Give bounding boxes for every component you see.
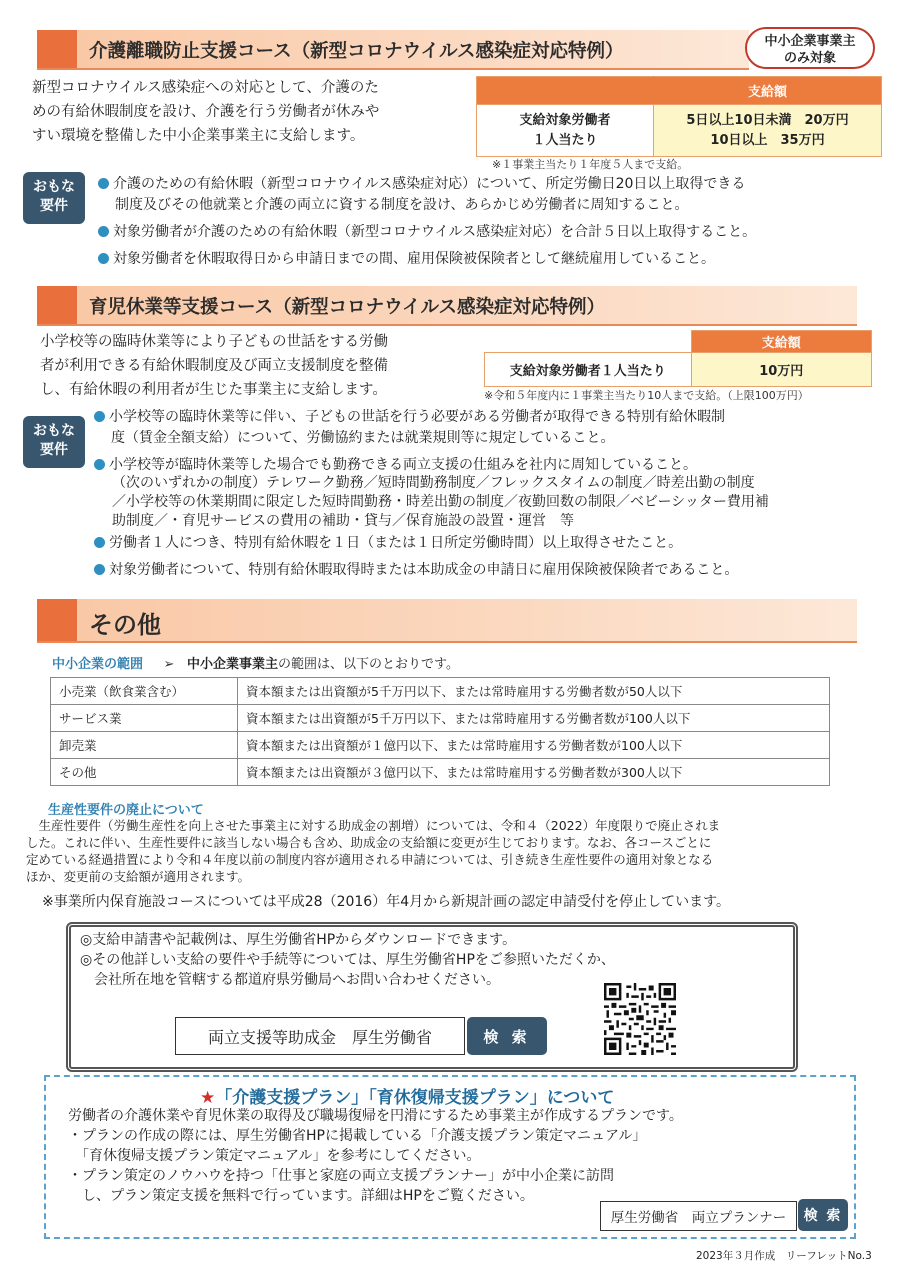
amount-line: 5日以上10日未満 20万円 — [686, 112, 849, 128]
requirement-cont: 制度及びその他就業と介護の両立に資する制度を設け、あらかじめ労働者に周知すること。 — [115, 197, 689, 213]
star-icon: ★ — [200, 1088, 216, 1108]
ikuji-note: ※令和５年度内に１事業主当たり10人まで支給。（上限100万円） — [484, 389, 809, 402]
lead-line: めの有給休暇制度を設け、介護を行う労働者が休みや — [32, 104, 380, 120]
search-button[interactable]: 検 索 — [467, 1017, 547, 1055]
req-text: 小学校等の臨時休業等に伴い、子どもの世話を行う必要がある労働者が取得できる特別有給休暇制 — [109, 409, 725, 425]
productivity-heading: 生産性要件の廃止について — [48, 803, 204, 818]
ikuji-amount-table — [484, 330, 872, 387]
target-badge-line1: 中小企業事業主 — [764, 34, 856, 49]
other-title: その他 — [89, 611, 161, 639]
kaigo-note: ※１事業主当たり１年度５人まで支給。 — [492, 158, 689, 171]
bullet-icon — [98, 253, 109, 264]
row-label-line: 支給対象労働者 — [519, 112, 611, 128]
req-text: 介護のための有給休暇（新型コロナウイルス感染症対応）について、所定労働日20日以上取得できる — [113, 176, 746, 192]
target-worker-cell — [477, 105, 654, 157]
ikuji-sub-list — [112, 474, 902, 531]
scope-bold: 中小企業事業主 — [186, 657, 278, 672]
plan-title-text: 「介護支援プラン」「育休復帰支援プラン」について — [215, 1088, 615, 1108]
footer-text: 2023年３月作成 リーフレットNo.3 — [696, 1250, 872, 1262]
criteria-cell: 資本額または出資額が３億円以下、または常時雇用する労働者数が300人以下 — [238, 759, 830, 786]
scope-label: 中小企業の範囲 — [52, 657, 144, 672]
target-worker-cell: 支給対象労働者１人当たり — [485, 353, 692, 387]
ikuji-requirements — [94, 407, 894, 476]
plan-title — [200, 1083, 614, 1108]
ikuji-lead — [40, 330, 480, 402]
bullet-icon — [94, 537, 105, 548]
badge-line: おもな — [33, 423, 75, 439]
lead-line: し、有給休暇の利用者が生じた事業主に支給します。 — [40, 382, 387, 398]
nursery-note: ※事業所内保育施設コースについては平成28（2016）年4月から新規計画の認定申請受付を停止しています。 — [42, 894, 730, 910]
paragraph-line: 定めている経過措置により令和４年度以前の制度内容が適用される申請については、引き続き生産性要件の適用対象となる — [26, 852, 714, 867]
title-tab-accent — [37, 286, 77, 324]
req-text: 対象労働者が介護のための有給休暇（新型コロナウイルス感染症対応）を合計５日以上取得すること。 — [113, 224, 757, 240]
badge-line: 要件 — [40, 198, 68, 214]
table-row — [51, 705, 830, 732]
plan-line: ・プランの作成の際には、厚生労働省HPに掲載している「介護支援プラン策定マニュアル」 — [68, 1128, 647, 1144]
info-text — [80, 930, 615, 990]
industry-cell: 卸売業 — [51, 732, 238, 759]
paragraph-line: 生産性要件（労働生産性を向上させた事業主に対する助成金の割増）については、令和４（2022）年度限りで廃止されま — [26, 818, 721, 833]
kaigo-requirements — [98, 174, 898, 270]
requirement-item — [98, 174, 898, 195]
bullet-icon — [94, 411, 105, 422]
kaigo-title: 介護離職防止支援コース（新型コロナウイルス感染症対応特例） — [89, 41, 624, 62]
requirement-item — [98, 222, 898, 243]
kaigo-lead — [32, 76, 472, 148]
requirement-item — [94, 533, 894, 554]
ikuji-title-bar — [37, 286, 857, 326]
title-tab-accent — [37, 599, 77, 641]
blank-header-cell — [477, 77, 654, 105]
productivity-paragraph — [26, 817, 886, 885]
industry-cell: 小売業（飲食業含む） — [51, 678, 238, 705]
plan-line: 労働者の介護休業や育児休業の取得及び職場復帰を円滑にするため事業主が作成するプランです。 — [68, 1108, 683, 1124]
requirement-cont: 度（賃金全額支給）について、労働協約または就業規則等に規定していること。 — [111, 430, 615, 446]
req-text: 小学校等が臨時休業等した場合でも勤務できる両立支援の仕組みを社内に周知していること。 — [109, 457, 697, 473]
arrow-icon: ➢ — [163, 657, 175, 672]
bullet-icon — [94, 459, 105, 470]
scope-rest: の範囲は、以下のとおりです。 — [278, 657, 459, 672]
kaigo-amount-table — [476, 76, 882, 157]
sub-line: （次のいずれかの制度）テレワーク勤務／短時間勤務制度／フレックスタイムの制度／時差出勤の制度 — [112, 475, 755, 491]
table-row — [51, 759, 830, 786]
target-badge — [745, 27, 875, 69]
bullet-icon — [98, 178, 109, 189]
requirement-item — [94, 455, 894, 476]
plan-line: ・プラン策定のノウハウを持つ「仕事と家庭の両立支援プランナー」が中小企業に訪問 — [68, 1168, 614, 1184]
other-title-bar — [37, 599, 857, 643]
badge-line: おもな — [33, 179, 75, 195]
search-box-planner[interactable]: 厚生労働省 両立プランナー — [600, 1201, 797, 1231]
req-text: 労働者１人につき、特別有給休暇を１日（または１日所定労働時間）以上取得させたこと。 — [109, 535, 683, 551]
amount-cell: 10万円 — [691, 353, 872, 387]
lead-line: 新型コロナウイルス感染症への対応として、介護のた — [32, 80, 379, 96]
table-row — [51, 678, 830, 705]
table-row — [51, 732, 830, 759]
plan-text — [68, 1106, 683, 1206]
amount-header: 支給額 — [691, 331, 872, 353]
amount-line: 10日以上 35万円 — [710, 132, 825, 148]
criteria-cell: 資本額または出資額が１億円以下、または常時雇用する労働者数が100人以下 — [238, 732, 830, 759]
sub-line: ／小学校等の休業期間に限定した短時間勤務・時差出勤の制度／夜勤回数の制限／ベビーシッター費用補 — [112, 494, 769, 510]
bullet-icon — [98, 226, 109, 237]
sme-scope-table — [50, 677, 830, 786]
plan-line: し、プラン策定支援を無料で行っています。詳細はHPをご覧ください。 — [68, 1188, 534, 1204]
kaigo-requirements-badge — [23, 172, 85, 224]
paragraph-line: ほか、変更前の支給額が適用されます。 — [26, 869, 251, 884]
kaigo-title-bar — [37, 30, 749, 70]
criteria-cell: 資本額または出資額が5千万円以下、または常時雇用する労働者数が50人以下 — [238, 678, 830, 705]
req-text: 対象労働者について、特別有給休暇取得時または本助成金の申請日に雇用保険被保険者であること。 — [109, 562, 739, 578]
search-box-subsidy[interactable]: 両立支援等助成金 厚生労働省 — [175, 1017, 465, 1055]
plan-line: 「育休復帰支援プラン策定マニュアル」を参考にしてください。 — [68, 1148, 481, 1164]
requirement-item — [98, 249, 898, 270]
qr-code[interactable] — [604, 983, 676, 1055]
amount-header: 支給額 — [654, 77, 882, 105]
blank-header-cell — [485, 331, 692, 353]
scope-heading — [52, 653, 459, 672]
ikuji-requirements-more — [94, 533, 894, 581]
target-badge-line2: のみ対象 — [783, 51, 836, 66]
info-line: 会社所在地を管轄する都道府県労働局へお問い合わせください。 — [80, 972, 500, 988]
badge-line: 要件 — [40, 442, 68, 458]
bullet-icon — [94, 564, 105, 575]
sub-line: 助制度／・育児サービスの費用の補助・貸与／保育施設の設置・運営 等 — [112, 513, 574, 529]
requirement-item — [94, 560, 894, 581]
industry-cell: サービス業 — [51, 705, 238, 732]
requirement-item — [94, 407, 894, 428]
req-text: 対象労働者を休暇取得日から申請日までの間、雇用保険被保険者として継続雇用していること。 — [113, 251, 715, 267]
info-line: ◎支給申請書や記載例は、厚生労働省HPからダウンロードできます。 — [80, 932, 517, 948]
amount-cell — [654, 105, 882, 157]
ikuji-title: 育児休業等支援コース（新型コロナウイルス感染症対応特例） — [89, 297, 605, 318]
paragraph-line: した。これに伴い、生産性要件に該当しない場合も含め、助成金の支給額に変更が生じております。なお、各コースごとに — [26, 835, 712, 850]
search-button[interactable]: 検 索 — [798, 1199, 848, 1231]
ikuji-requirements-badge — [23, 416, 85, 468]
criteria-cell: 資本額または出資額が5千万円以下、または常時雇用する労働者数が100人以下 — [238, 705, 830, 732]
lead-line: 者が利用できる有給休暇制度及び両立支援制度を整備 — [40, 358, 388, 374]
lead-line: すい環境を整備した中小企業事業主に支給します。 — [32, 128, 365, 144]
row-label-line: １人当たり — [532, 132, 598, 148]
info-line: ◎その他詳しい支給の要件や手続等については、厚生労働省HPをご参照いただくか、 — [80, 952, 615, 968]
title-tab-accent — [37, 30, 77, 68]
industry-cell: その他 — [51, 759, 238, 786]
lead-line: 小学校等の臨時休業等により子どもの世話をする労働 — [40, 334, 388, 350]
